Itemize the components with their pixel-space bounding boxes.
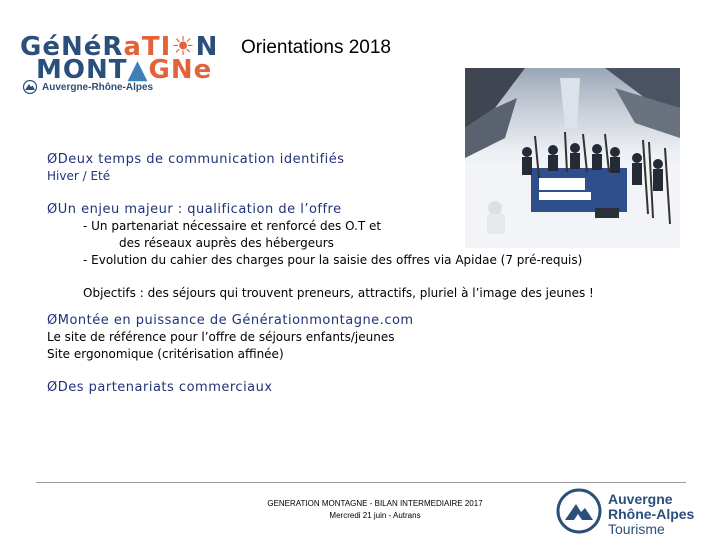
section-2-item-1: - Un partenariat nécessaire et renforcé des O.T et xyxy=(83,219,382,233)
logo-subtitle: Auvergne-Rhône-Alpes xyxy=(42,82,154,93)
slide-title: Orientations 2018 xyxy=(241,37,391,58)
footer-line-2: Mercredi 21 juin - Autrans xyxy=(329,511,421,520)
mountain-icon: ▲ xyxy=(127,55,149,85)
generation-montagne-logo xyxy=(14,26,219,98)
tourisme-mountain-icon xyxy=(556,488,602,534)
section-2-objectives: Objectifs : des séjours qui trouvent preneurs, attractifs, pluriel à l’image des jeunes ! xyxy=(83,286,594,300)
footer-line-1: GENERATION MONTAGNE - BILAN INTERMEDIAIRE 2017 xyxy=(267,499,483,508)
region-badge-icon xyxy=(22,80,38,94)
logo-text-e: GNe xyxy=(148,55,213,85)
logo-line-2 xyxy=(36,57,212,83)
footer-text xyxy=(230,498,520,522)
logo-text-b: aTI xyxy=(123,32,172,62)
section-1-heading: ØDeux temps de communication identifiés xyxy=(47,152,345,167)
slide-body xyxy=(47,151,594,396)
section-1-line-1: Hiver / Eté xyxy=(47,169,111,183)
auvergne-rhone-alpes-tourisme-logo xyxy=(552,486,712,540)
section-4-heading: ØDes partenariats commerciaux xyxy=(47,380,273,395)
sun-icon: ☀ xyxy=(171,32,196,62)
tourisme-logo-line-1: Auvergne xyxy=(608,491,673,507)
section-3-line-1: Le site de référence pour l’offre de séjours enfants/jeunes xyxy=(47,330,395,344)
section-2-item-3: - Evolution du cahier des charges pour la saisie des offres via Apidae (7 pré-requis) xyxy=(83,253,583,267)
tourisme-logo-line-3: Tourisme xyxy=(608,521,665,537)
section-2-heading: ØUn enjeu majeur : qualification de l’offre xyxy=(47,202,342,217)
section-3-heading: ØMontée en puissance de Générationmontagne.com xyxy=(47,313,414,328)
tourisme-logo-text xyxy=(608,492,694,537)
logo-text-d: MONT xyxy=(36,55,128,85)
logo-text-a: GéNéR xyxy=(20,32,124,62)
section-3-line-2: Site ergonomique (critérisation affinée) xyxy=(47,347,284,361)
logo-text-c: N xyxy=(195,32,219,62)
tourisme-logo-line-2: Rhône-Alpes xyxy=(608,506,695,522)
section-2-item-2: des réseaux auprès des hébergeurs xyxy=(119,236,334,250)
footer-divider xyxy=(36,482,686,483)
